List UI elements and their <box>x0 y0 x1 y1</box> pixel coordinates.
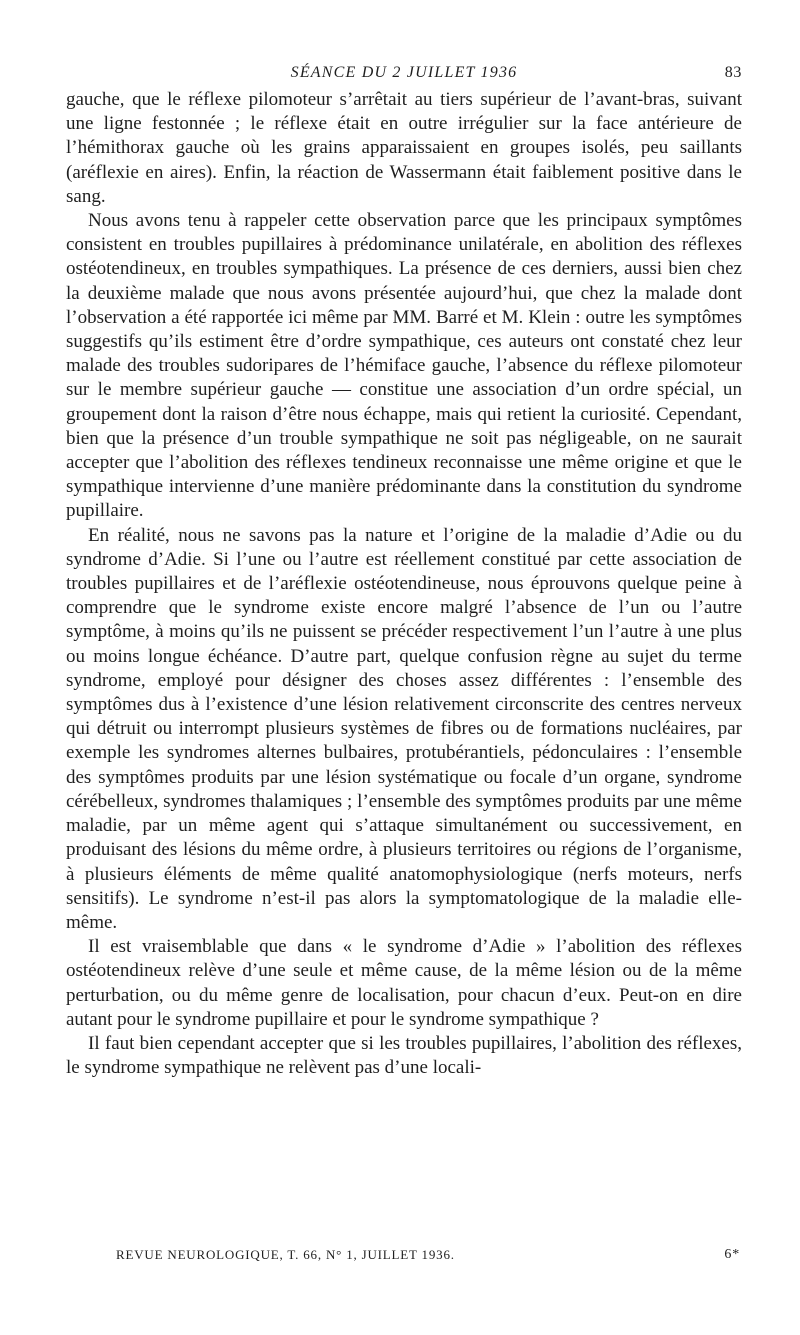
page-footer <box>116 1246 740 1264</box>
paragraph-syndrome-definition: En réalité, nous ne savons pas la nature et l’origine de la maladie d’Adie ou du syndrome d’Adie. Si l’une ou l’autre est réellement constitué par cette association de troubles pupillaires et de l’aréflexie ostéotendineuse, nous éprouvons quelque peine à comprendre que le syndrome existe encore malgré l’absence de l’un ou l’autre symptôme, à moins qu’ils ne puissent se précéder respectivement l’un l’autre à une plus ou moins longue échéance. D’autre part, quelque confusion règne au sujet du terme syndrome, employé pour désigner des choses assez différentes : l’ensemble des symptômes dus à l’existence d’une lésion relativement circonscrite des centres nerveux qui détruit ou interrompt plusieurs systèmes de fibres ou de formations nucléaires, par exemple les syndromes alternes bulbaires, protubérantiels, pédonculaires : l’ensemble des symptômes produits par une lésion systématique ou focale d’un organe, syndrome cérébelleux, syndromes thalamiques ; l’ensemble des symptômes produits par une même maladie, par un même agent qui s’attaque simultanément ou successivement, en produisant des lésions du même ordre, à plusieurs territoires ou régions de l’organisme, à plusieurs éléments de même qualité anatomophysiologique (nerfs moteurs, nerfs sensitifs). Le syndrome n’est-il pas alors la symptomatologique de la maladie elle-même. <box>66 524 742 933</box>
paragraph-observation-discussion: Nous avons tenu à rappeler cette observation parce que les principaux symptômes consistent en troubles pupillaires à prédominance unilatérale, en abolition des réflexes ostéotendineux, en troubles sympathiques. La présence de ces derniers, aussi bien chez la deuxième malade que nous avons présentée aujourd’hui, que chez la malade dont l’observation a été rapportée ici même par MM. Barré et M. Klein : outre les symptômes suggestifs qu’ils estiment être d’ordre sympathique, ces auteurs ont constaté chez leur malade des troubles sudoripares de l’hémiface gauche, l’absence du réflexe pilomoteur sur le membre supérieur gauche — constitue une association d’un ordre spécial, un groupement dont la raison d’être nous échappe, mais qui retient la curiosité. Cependant, bien que la présence d’un trouble sympathique ne soit pas négligeable, on ne saurait accepter que l’abolition des réflexes tendineux reconnaisse une même origine et que le sympathique intervienne d’une manière prédominante dans la constitution du syndrome pupillaire. <box>66 210 742 522</box>
paragraph-continuation: gauche, que le réflexe pilomoteur s’arrêtait au tiers supérieur de l’avant-bras, suivant une ligne festonnée ; le réflexe était en outre irrégulier sur la face antérieure de l’hémithorax gauche où les grains apparaissaient en groupes isolés, peu saillants (aréflexie en aires). Enfin, la réaction de Wassermann était faiblement positive dans le sang. <box>66 89 742 207</box>
running-header <box>66 62 742 84</box>
signature-mark: 6* <box>724 1247 740 1262</box>
paragraph-reflex-abolition: Il est vraisemblable que dans « le syndrome d’Adie » l’abolition des réflexes ostéotendineux relève d’une seule et même cause, de la même lésion ou de la même perturbation, ou du même genre de localisation, pour chacun d’eux. Peut-on en dire autant pour le syndrome pupillaire et pour le syndrome sympathique ? <box>66 936 742 1030</box>
paragraph-closing: Il faut bien cependant accepter que si les troubles pupillaires, l’abolition des réflexes, le syndrome sympathique ne relèvent pas d’une locali- <box>66 1032 742 1079</box>
article-body <box>66 88 742 1080</box>
journal-citation: REVUE NEUROLOGIQUE, T. 66, N° 1, JUILLET 1936. <box>116 1247 455 1262</box>
running-title: SÉANCE DU 2 JUILLET 1936 <box>290 64 518 81</box>
page-number: 83 <box>724 64 742 81</box>
